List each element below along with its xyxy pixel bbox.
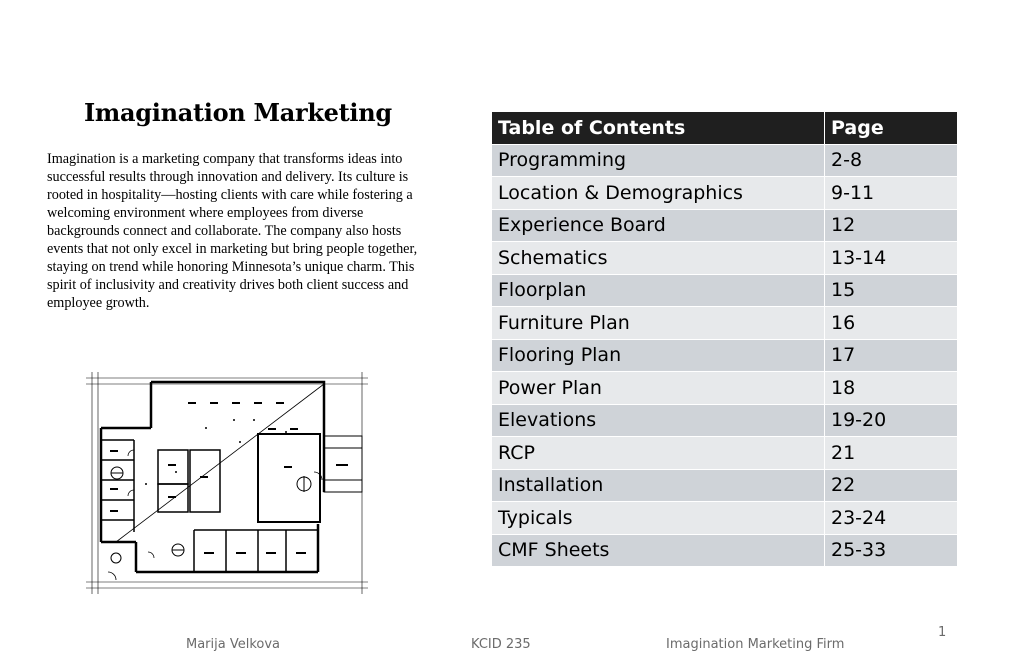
toc-page: 18	[825, 372, 958, 405]
toc-page: 15	[825, 274, 958, 307]
toc-row	[492, 404, 958, 437]
toc-section: RCP	[492, 437, 825, 470]
toc-page: 21	[825, 437, 958, 470]
table-of-contents	[491, 111, 958, 567]
toc-section: Elevations	[492, 404, 825, 437]
floor-plan-drawing	[86, 372, 368, 594]
toc-row	[492, 339, 958, 372]
toc-page: 9-11	[825, 177, 958, 210]
toc-page: 16	[825, 307, 958, 340]
toc-section: CMF Sheets	[492, 534, 825, 567]
toc-page: 25-33	[825, 534, 958, 567]
page-title: Imagination Marketing	[84, 98, 392, 127]
toc-page: 19-20	[825, 404, 958, 437]
toc-row	[492, 307, 958, 340]
toc-row	[492, 242, 958, 275]
page-number: 1	[938, 625, 947, 640]
toc-row	[492, 274, 958, 307]
toc-section: Power Plan	[492, 372, 825, 405]
toc-section: Furniture Plan	[492, 307, 825, 340]
toc-section: Location & Demographics	[492, 177, 825, 210]
toc-section: Flooring Plan	[492, 339, 825, 372]
toc-section: Programming	[492, 144, 825, 177]
toc-section: Schematics	[492, 242, 825, 275]
toc-row	[492, 502, 958, 535]
toc-row	[492, 372, 958, 405]
toc-page: 23-24	[825, 502, 958, 535]
toc-row	[492, 177, 958, 210]
intro-paragraph: Imagination is a marketing company that transforms ideas into successful results through innovation and delivery. Its culture is rooted in hospitality—hosting clients with care while fostering a welcoming environment where employees from diverse backgrounds connect and collaborate. The company also hosts events that not only excel in marketing but bring people together, staying on trend while honoring Minnesota’s unique charm. This spirit of inclusivity and creativity drives both client success and employee growth.	[47, 151, 418, 311]
toc-section: Installation	[492, 469, 825, 502]
toc-section: Typicals	[492, 502, 825, 535]
toc-row	[492, 144, 958, 177]
footer-author: Marija Velkova	[186, 637, 281, 652]
toc-section: Experience Board	[492, 209, 825, 242]
toc-row	[492, 469, 958, 502]
toc-header-row	[492, 112, 958, 145]
toc-row	[492, 534, 958, 567]
footer-course: KCID 235	[471, 637, 531, 652]
toc-header-section: Table of Contents	[492, 112, 825, 145]
toc-row	[492, 209, 958, 242]
toc-page: 2-8	[825, 144, 958, 177]
toc-header-page: Page	[825, 112, 958, 145]
toc-page: 13-14	[825, 242, 958, 275]
toc-page: 22	[825, 469, 958, 502]
toc-row	[492, 437, 958, 470]
toc-page: 17	[825, 339, 958, 372]
toc-page: 12	[825, 209, 958, 242]
footer-firm: Imagination Marketing Firm	[666, 637, 845, 652]
toc-section: Floorplan	[492, 274, 825, 307]
